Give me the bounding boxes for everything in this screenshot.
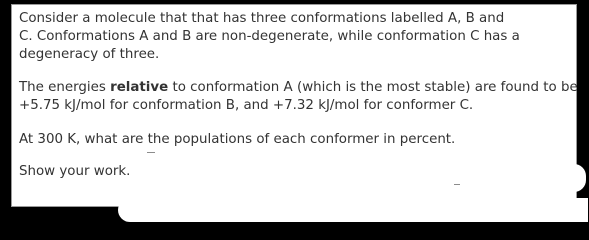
stray-mark xyxy=(454,184,460,185)
paragraph-1-line-1: Consider a molecule that that has three conformations labelled A, B and xyxy=(19,11,505,26)
stray-mark xyxy=(147,152,155,153)
paragraph-3: At 300 K, what are the populations of each conformer in percent. xyxy=(19,132,456,147)
paragraph-2-line-1 xyxy=(19,79,578,97)
energies-prefix: The energies xyxy=(19,80,111,95)
paragraph-1-line-2: C. Conformations A and B are non-degenerate, while conformation C has a xyxy=(19,29,520,44)
paragraph-2-line-2: +5.75 kJ/mol for conformation B, and +7.32 kJ/mol for conformer C. xyxy=(19,98,474,113)
relative-bold-word: relative xyxy=(110,80,169,95)
white-overlay-shape xyxy=(118,198,588,222)
paragraph-4: Show your work. xyxy=(19,164,131,179)
white-edge-shape xyxy=(566,164,586,192)
paragraph-1-line-3: degeneracy of three. xyxy=(19,47,160,62)
energies-suffix: to conformation A (which is the most stable) are found to be xyxy=(168,80,578,95)
